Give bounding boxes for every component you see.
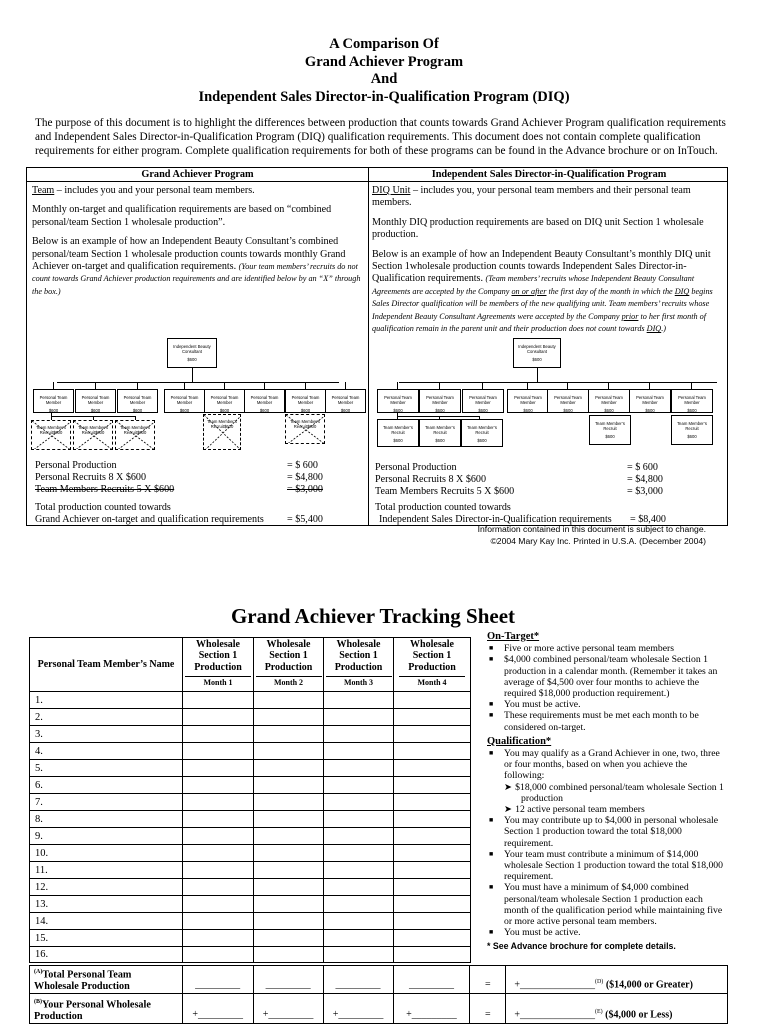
month-3-cell[interactable] bbox=[324, 862, 394, 879]
diq-org-chart bbox=[369, 336, 729, 458]
org-recruit-box: Team Member’s Recruit$600 bbox=[285, 414, 325, 444]
org-member-box: Personal Team Member $600 bbox=[164, 389, 205, 413]
month-2-cell[interactable] bbox=[254, 879, 324, 896]
title-line-2: Grand Achiever Program bbox=[304, 53, 464, 70]
list-item: ■ You may qualify as a Grand Achiever in one, two, three or four months, based on when you achieve the following: bbox=[489, 748, 720, 782]
summary-row: Personal Recruits 8 X $600 = $4,800 bbox=[375, 474, 663, 485]
org-member-box: Personal Team Member $600 bbox=[588, 389, 630, 413]
list-item: ■ $4,000 combined personal/team wholesale Section 1 production in a calendar month. (Remember it takes an average of $4,500 over four months to achieve the required $18,000 production requirement.) bbox=[489, 654, 718, 700]
table-row bbox=[30, 862, 471, 879]
requirements-panel bbox=[487, 631, 727, 953]
total-team-month-4[interactable]: _________ bbox=[393, 966, 470, 994]
org-recruit-box: Team Member’s Recruit $600 bbox=[589, 415, 631, 445]
org-connector bbox=[57, 382, 339, 383]
list-item: ■ You must be active. bbox=[489, 927, 581, 939]
month-3-cell[interactable] bbox=[324, 913, 394, 930]
list-item: ■ These requirements must be met each month to be considered on-target. bbox=[489, 710, 699, 733]
summary-row-struck: Team Members Recruits 5 X $600 = $3,000 bbox=[35, 484, 323, 495]
sub-item: ➤ $18,000 combined personal/team wholesale Section 1 bbox=[504, 781, 724, 793]
month-3-cell[interactable] bbox=[324, 930, 394, 947]
summary-row: Personal Production = $ 600 bbox=[35, 460, 318, 471]
org-recruit-box: Team Member’s Recruit$600 bbox=[73, 420, 113, 450]
month-4-cell[interactable] bbox=[394, 862, 471, 879]
month-3-cell[interactable] bbox=[324, 828, 394, 845]
row-number[interactable]: 10. bbox=[30, 845, 183, 862]
org-recruit-box: Team Member’s Recruit $600 bbox=[461, 419, 503, 447]
org-connector bbox=[649, 382, 650, 389]
diq-requirements-basis: Monthly DIQ production requirements are based on DIQ unit Section 1 wholesale production. bbox=[372, 216, 704, 241]
total-label: Total production counted towards bbox=[35, 502, 171, 513]
month-1-cell[interactable] bbox=[183, 913, 254, 930]
month-1-header: Wholesale Section 1 Production Month 1 bbox=[183, 638, 254, 692]
row-number[interactable]: 16. bbox=[30, 947, 183, 963]
team-definition: Team – includes you and your personal team members. bbox=[32, 185, 255, 196]
table-row bbox=[30, 760, 471, 777]
month-4-cell[interactable] bbox=[394, 709, 471, 726]
row-number[interactable]: 8. bbox=[30, 811, 183, 828]
month-4-cell[interactable] bbox=[394, 777, 471, 794]
month-4-cell[interactable] bbox=[394, 896, 471, 913]
org-recruit-box: Team Member’s Recruit$600 bbox=[203, 414, 241, 450]
month-4-cell[interactable] bbox=[394, 879, 471, 896]
month-4-cell[interactable] bbox=[394, 726, 471, 743]
month-1-cell[interactable] bbox=[183, 930, 254, 947]
org-connector bbox=[397, 382, 398, 389]
personal-sum[interactable]: +_______________$^{(E)}$ ($4,000 or Less) bbox=[506, 994, 728, 1024]
org-connector bbox=[184, 382, 185, 389]
org-connector bbox=[224, 382, 225, 389]
org-connector bbox=[439, 382, 440, 389]
month-1-cell[interactable] bbox=[183, 862, 254, 879]
org-member-box: Personal Team Member $600 bbox=[204, 389, 245, 413]
org-member-box: Personal Team Member $600 bbox=[117, 389, 158, 413]
month-3-cell[interactable] bbox=[324, 692, 394, 709]
month-1-cell[interactable] bbox=[183, 879, 254, 896]
month-2-cell[interactable] bbox=[254, 947, 324, 963]
month-1-cell[interactable] bbox=[183, 811, 254, 828]
table-row bbox=[30, 794, 471, 811]
row-number[interactable]: 5. bbox=[30, 760, 183, 777]
month-2-cell[interactable] bbox=[254, 760, 324, 777]
table-row bbox=[30, 930, 471, 947]
comparison-table bbox=[26, 167, 728, 526]
month-2-cell[interactable] bbox=[254, 845, 324, 862]
org-member-box: Personal Team Member $600 bbox=[462, 389, 504, 413]
org-connector bbox=[305, 382, 306, 389]
month-4-cell[interactable] bbox=[394, 794, 471, 811]
month-4-header: Wholesale Section 1 Production Month 4 bbox=[394, 638, 471, 692]
row-number[interactable]: 4. bbox=[30, 743, 183, 760]
personal-production-label: $^{(B)}$Your Personal Wholesale Production bbox=[30, 994, 183, 1024]
org-connector bbox=[482, 382, 483, 389]
month-2-cell[interactable] bbox=[254, 692, 324, 709]
total-team-sum[interactable]: +_______________$^{(D)}$ ($14,000 or Greater) bbox=[506, 966, 728, 994]
title-line-1: A Comparison Of bbox=[329, 36, 439, 52]
month-4-cell[interactable] bbox=[394, 845, 471, 862]
row-number[interactable]: 9. bbox=[30, 828, 183, 845]
org-connector bbox=[135, 416, 136, 420]
month-1-cell[interactable] bbox=[183, 828, 254, 845]
month-1-cell[interactable] bbox=[183, 777, 254, 794]
document-title bbox=[0, 36, 768, 106]
see-brochure-note: * See Advance brochure for complete details. bbox=[487, 941, 676, 952]
org-connector bbox=[192, 368, 193, 382]
list-item: ■ You must have a minimum of $4,000 combined personal/team wholesale Section 1 production each month of the qualification period while maintaining five or more active personal team members. bbox=[489, 882, 723, 928]
month-3-header: Wholesale Section 1 Production Month 3 bbox=[324, 638, 394, 692]
month-1-cell[interactable] bbox=[183, 709, 254, 726]
org-member-box: Personal Team Member $600 bbox=[325, 389, 366, 413]
table-row bbox=[30, 743, 471, 760]
month-3-cell[interactable] bbox=[324, 879, 394, 896]
org-connector bbox=[345, 382, 346, 389]
grand-achiever-org-chart bbox=[27, 336, 368, 458]
month-2-cell[interactable] bbox=[254, 743, 324, 760]
table-row bbox=[30, 726, 471, 743]
month-1-cell[interactable] bbox=[183, 947, 254, 963]
purpose-paragraph: The purpose of this document is to highlight the differences between production that counts towards Grand Achiever Program qualification requirements and Independent Sales Director-in-Qualification Program (DIQ) qualification requirements. This document does not contain complete qualification requirements for either program. Complete qualification requirements for both of these programs can be found in the Advance brochure or on InTouch. bbox=[35, 117, 726, 157]
cross-stroke bbox=[116, 421, 155, 450]
month-2-cell[interactable] bbox=[254, 709, 324, 726]
total-team-month-2[interactable]: _________ bbox=[253, 966, 323, 994]
org-connector bbox=[537, 368, 538, 382]
row-number[interactable]: 7. bbox=[30, 794, 183, 811]
month-4-cell[interactable] bbox=[394, 811, 471, 828]
qualification-heading: Qualification* bbox=[487, 735, 552, 747]
month-3-cell[interactable] bbox=[324, 811, 394, 828]
month-4-cell[interactable] bbox=[394, 930, 471, 947]
x-cross-icon bbox=[32, 421, 71, 450]
x-cross-icon bbox=[204, 415, 241, 450]
grand-achiever-summary bbox=[35, 460, 365, 526]
personal-month-4[interactable]: +_________ bbox=[393, 994, 470, 1024]
org-connector bbox=[264, 382, 265, 389]
org-connector bbox=[691, 382, 692, 389]
table-row bbox=[30, 879, 471, 896]
equals-sign: = bbox=[470, 994, 506, 1024]
month-4-cell[interactable] bbox=[394, 743, 471, 760]
org-root-box: Independent Beauty Consultant $600 bbox=[513, 338, 561, 368]
cross-stroke bbox=[286, 415, 325, 444]
month-2-cell[interactable] bbox=[254, 794, 324, 811]
month-3-cell[interactable] bbox=[324, 777, 394, 794]
copyright-line: ©2004 Mary Kay Inc. Printed in U.S.A. (December 2004) bbox=[490, 535, 706, 546]
month-1-cell[interactable] bbox=[183, 845, 254, 862]
month-1-cell[interactable] bbox=[183, 896, 254, 913]
personal-month-2[interactable]: +_________ bbox=[253, 994, 323, 1024]
grand-achiever-heading: Grand Achiever Program bbox=[141, 169, 254, 180]
month-4-cell[interactable] bbox=[394, 692, 471, 709]
title-line-3: And bbox=[370, 71, 398, 87]
month-2-cell[interactable] bbox=[254, 930, 324, 947]
total-label: Total production counted towards bbox=[375, 502, 511, 513]
org-recruit-box: Team Member’s Recruit$600 bbox=[115, 420, 155, 450]
equals-sign: = bbox=[470, 966, 506, 994]
requirements-basis: Monthly on-target and qualification requirements are based on “combined personal/team Section 1 wholesale production”. bbox=[32, 204, 332, 228]
personal-month-3[interactable]: +_________ bbox=[323, 994, 393, 1024]
org-connector bbox=[527, 382, 528, 389]
org-connector bbox=[95, 382, 96, 389]
name-column-header: Personal Team Member’s Name bbox=[30, 638, 183, 692]
org-connector bbox=[397, 416, 479, 417]
org-member-box: Personal Team Member $600 bbox=[244, 389, 285, 413]
table-row bbox=[30, 692, 471, 709]
tracking-sheet-title: Grand Achiever Tracking Sheet bbox=[230, 604, 516, 628]
arrow-icon: ➤ bbox=[504, 781, 513, 793]
diq-unit-definition: DIQ Unit – includes you, your personal team members and their personal team members. bbox=[372, 185, 691, 209]
title-line-4: Independent Sales Director-in-Qualification Program (DIQ) bbox=[198, 88, 570, 105]
list-item: ■ You may contribute up to $4,000 in personal wholesale Section 1 production toward the total $18,000 requirement. bbox=[489, 815, 718, 849]
org-member-box: Personal Team Member $600 bbox=[377, 389, 419, 413]
org-recruit-box: Team Member’s Recruit $600 bbox=[377, 419, 419, 447]
x-cross-icon bbox=[286, 415, 325, 444]
x-cross-icon bbox=[116, 421, 155, 450]
month-1-cell[interactable] bbox=[183, 726, 254, 743]
list-item: ■ You must be active. bbox=[489, 699, 581, 711]
org-member-box: Personal Team Member $600 bbox=[33, 389, 74, 413]
org-member-box: Personal Team Member $600 bbox=[671, 389, 713, 413]
header-divider bbox=[27, 181, 727, 182]
x-cross-icon bbox=[74, 421, 113, 450]
month-4-cell[interactable] bbox=[394, 947, 471, 963]
row-number[interactable]: 11. bbox=[30, 862, 183, 879]
org-member-box: Personal Team Member $600 bbox=[629, 389, 671, 413]
cross-stroke bbox=[204, 415, 241, 450]
month-2-cell[interactable] bbox=[254, 913, 324, 930]
on-target-list bbox=[487, 643, 727, 733]
table-row bbox=[30, 845, 471, 862]
row-number[interactable]: 15. bbox=[30, 930, 183, 947]
list-item: ■ Your team must contribute a minimum of $14,000 wholesale Section 1 production toward the total $18,000 requirement. bbox=[489, 848, 723, 883]
total-row: Independent Sales Director-in-Qualification requirements = $8,400 bbox=[379, 514, 666, 525]
org-recruit-box: Team Member’s Recruit $600 bbox=[419, 419, 461, 447]
row-number[interactable]: 2. bbox=[30, 709, 183, 726]
totals-table bbox=[29, 965, 728, 1024]
month-3-cell[interactable] bbox=[324, 794, 394, 811]
month-2-header: Wholesale Section 1 Production Month 2 bbox=[254, 638, 324, 692]
month-4-cell[interactable] bbox=[394, 828, 471, 845]
example-text: Below is an example of how an Independent Beauty Consultant’s combined personal/team Section 1 wholesale production counts towards monthly Grand Achiever on-target and qualification requirements. (Your team members’ recruits do not count towards Grand Achiever production requirements and are identified below by an “X” through the box.) bbox=[32, 236, 361, 296]
row-number[interactable]: 1. bbox=[30, 692, 183, 709]
table-row bbox=[30, 947, 471, 963]
org-member-box: Personal Team Member $600 bbox=[547, 389, 589, 413]
month-1-cell[interactable] bbox=[183, 743, 254, 760]
org-connector bbox=[567, 382, 568, 389]
org-member-box: Personal Team Member $600 bbox=[285, 389, 326, 413]
org-member-box: Personal Team Member $600 bbox=[419, 389, 461, 413]
month-1-cell[interactable] bbox=[183, 692, 254, 709]
disclaimer-line-1: Information contained in this document is subject to change. bbox=[477, 524, 706, 534]
diq-text bbox=[372, 185, 724, 342]
arrow-icon: ➤ bbox=[504, 804, 513, 816]
row-number[interactable]: 14. bbox=[30, 913, 183, 930]
disclaimer bbox=[478, 524, 706, 547]
summary-row: Personal Recruits 8 X $600 = $4,800 bbox=[35, 472, 323, 483]
org-connector bbox=[608, 382, 609, 389]
row-number[interactable]: 6. bbox=[30, 777, 183, 794]
cross-stroke bbox=[74, 421, 113, 450]
org-root-box: Independent Beauty Consultant $600 bbox=[167, 338, 217, 368]
month-3-cell[interactable] bbox=[324, 760, 394, 777]
org-connector bbox=[93, 416, 94, 420]
cross-stroke bbox=[32, 421, 71, 450]
month-2-cell[interactable] bbox=[254, 811, 324, 828]
sub-item-continued: production bbox=[521, 792, 563, 804]
table-row bbox=[30, 777, 471, 794]
diq-heading: Independent Sales Director-in-Qualification Program bbox=[431, 169, 667, 180]
month-1-cell[interactable] bbox=[183, 760, 254, 777]
table-row bbox=[30, 709, 471, 726]
month-2-cell[interactable] bbox=[254, 726, 324, 743]
month-1-cell[interactable] bbox=[183, 794, 254, 811]
qualification-list bbox=[487, 748, 727, 938]
month-2-cell[interactable] bbox=[254, 896, 324, 913]
month-3-cell[interactable] bbox=[324, 845, 394, 862]
month-3-cell[interactable] bbox=[324, 726, 394, 743]
month-4-cell[interactable] bbox=[394, 913, 471, 930]
month-2-cell[interactable] bbox=[254, 862, 324, 879]
grand-achiever-text bbox=[32, 185, 364, 305]
total-team-month-1[interactable]: _________ bbox=[182, 966, 253, 994]
total-team-label: $^{(A)}$Total Personal Team Wholesale Production bbox=[30, 966, 183, 994]
table-row bbox=[30, 828, 471, 845]
tracking-table bbox=[29, 637, 471, 963]
month-2-cell[interactable] bbox=[254, 828, 324, 845]
row-number[interactable]: 3. bbox=[30, 726, 183, 743]
row-number[interactable]: 13. bbox=[30, 896, 183, 913]
month-4-cell[interactable] bbox=[394, 760, 471, 777]
on-target-heading: On-Target* bbox=[487, 631, 540, 642]
org-connector bbox=[53, 382, 54, 389]
org-recruit-box: Team Member’s Recruit$600 bbox=[31, 420, 71, 450]
org-connector bbox=[137, 382, 138, 389]
table-row bbox=[30, 913, 471, 930]
summary-row: Personal Production = $ 600 bbox=[375, 462, 658, 473]
month-3-cell[interactable] bbox=[324, 709, 394, 726]
month-3-cell[interactable] bbox=[324, 896, 394, 913]
diq-example-text: Below is an example of how an Independent Beauty Consultant’s monthly DIQ unit Section 1wholesale production counts towards Independent Sales Director-in-Qualification requirements. (Team members’ recruits whose Independent Beauty Consultant Agreements are accepted by the Company on or after the first day of the month in which the DIQ begins Sales Director qualification will be members of the new qualifying unit. Team members’ recruits whose Independent Beauty Consultant Agreements were accepted by the Company prior to her first month of qualification remain in the parent unit and their production does not count towards DIQ.) bbox=[372, 248, 713, 334]
month-3-cell[interactable] bbox=[324, 947, 394, 963]
total-row: Grand Achiever on-target and qualification requirements = $5,400 bbox=[35, 514, 323, 525]
org-member-box: Personal Team Member $600 bbox=[75, 389, 116, 413]
month-3-cell[interactable] bbox=[324, 743, 394, 760]
list-item: ■ Five or more active personal team members bbox=[489, 643, 675, 655]
org-member-box: Personal Team Member $600 bbox=[507, 389, 549, 413]
table-row bbox=[30, 811, 471, 828]
table-row bbox=[30, 896, 471, 913]
personal-month-1[interactable]: +_________ bbox=[182, 994, 253, 1024]
row-number[interactable]: 12. bbox=[30, 879, 183, 896]
total-team-month-3[interactable]: _________ bbox=[323, 966, 393, 994]
summary-row: Team Members Recruits 5 X $600 = $3,000 bbox=[375, 486, 663, 497]
month-2-cell[interactable] bbox=[254, 777, 324, 794]
org-connector bbox=[399, 382, 717, 383]
org-recruit-box: Team Member’s Recruit $600 bbox=[671, 415, 713, 445]
diq-summary bbox=[375, 462, 725, 526]
sub-item: ➤ 12 active personal team members bbox=[504, 804, 645, 816]
